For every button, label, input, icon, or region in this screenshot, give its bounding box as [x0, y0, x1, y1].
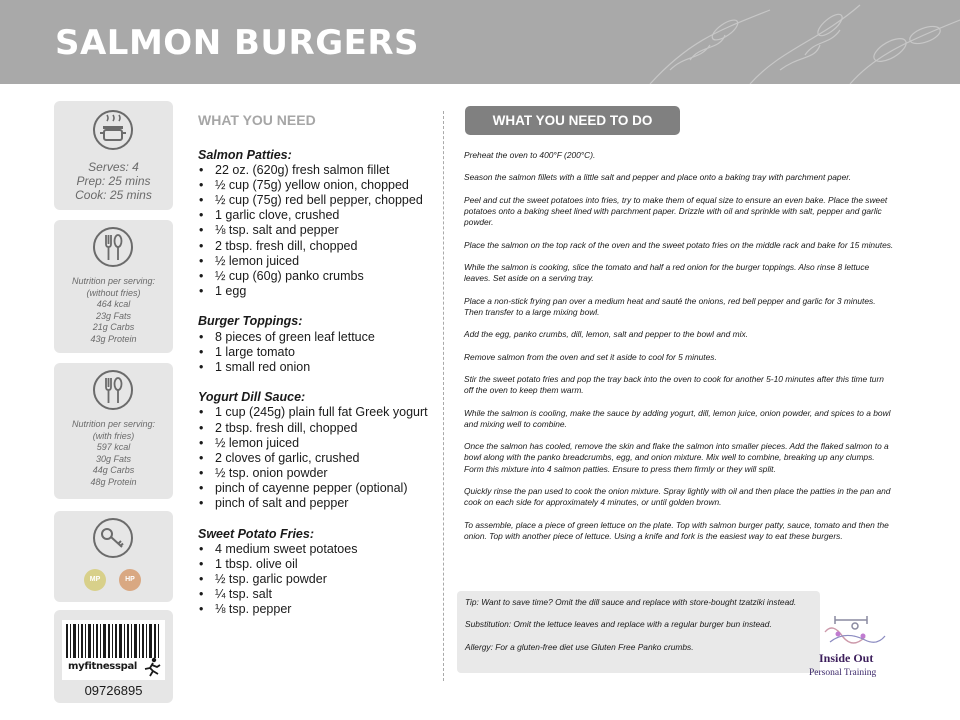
nutrition-protein: 43g Protein [90, 333, 137, 344]
cooking-pot-icon [92, 109, 134, 151]
ingredient-item: • 2 cloves of garlic, crushed [198, 451, 430, 466]
ingredient-item: • ½ tsp. onion powder [198, 466, 430, 481]
ingredient-item: • 2 tbsp. fresh dill, chopped [198, 239, 430, 254]
ingredient-item: • 1 cup (245g) plain full fat Greek yogurt [198, 405, 430, 420]
ingredient-item: • ½ lemon juiced [198, 436, 430, 451]
herb-watermark-decoration [630, 0, 960, 84]
method-step: Quickly rinse the pan used to cook the onion mixture. Spray lightly with oil and then place the patties in the pan and cook on each side for approximately 4 minutes, or until golden brown. [464, 485, 891, 508]
method-step: Preheat the oven to 400°F (200°C). [464, 150, 596, 160]
ingredient-item: • 8 pieces of green leaf lettuce [198, 330, 430, 345]
ingredient-item: • ½ cup (60g) panko crumbs [198, 269, 430, 284]
ingredient-item: • 1 egg [198, 284, 430, 299]
ingredient-item: • pinch of salt and pepper [198, 496, 430, 511]
barcode-icon [62, 622, 165, 660]
ingredients-heading: WHAT YOU NEED [198, 112, 316, 128]
ingredient-item: • ½ cup (75g) red bell pepper, chopped [198, 193, 430, 208]
nutrition-card-with-fries [54, 363, 173, 499]
fork-spoon-icon [92, 369, 134, 411]
method-step: Season the salmon fillets with a little salt and pepper and place onto a baking tray with parchment paper. [464, 172, 852, 183]
ingredient-item: • 2 tbsp. fresh dill, chopped [198, 421, 430, 436]
method-step: While the salmon is cooking, slice the tomato and half a red onion for the burger toppings. Also rinse 8 lettuce leaves. Set aside on a serving tray. [464, 261, 870, 284]
section-title-yogurt-dill-sauce: Yogurt Dill Sauce: [198, 390, 306, 405]
runner-icon [142, 657, 162, 677]
myfitnesspal-card [54, 610, 173, 703]
nutrition-carbs: 44g Carbs [92, 465, 135, 475]
myfitnesspal-code: 09726895 [84, 683, 143, 698]
ingredient-item: • pinch of cayenne pepper (optional) [198, 481, 430, 496]
tips-text [465, 597, 825, 664]
ingredient-item: • 1 large tomato [198, 345, 430, 360]
nutrition-line: (without fries) [86, 287, 141, 298]
key-card [54, 511, 173, 602]
brand-subtitle: Personal Training [809, 668, 877, 678]
section-title-burger-toppings: Burger Toppings: [198, 314, 303, 329]
method-step: Peel and cut the sweet potatoes into fries, try to make them of equal size to ensure an even bake. Place the sweet potatoes onto a baking sheet lined with parchment paper. Drizzle with oil and sprinkle with salt, pepper and garlic powder. [464, 194, 888, 228]
nutrition-line: Nutrition per serving: [71, 419, 156, 429]
ingredients-list [198, 148, 430, 617]
brand-name: Inside Out [819, 651, 874, 665]
mp-badge: MP [84, 569, 106, 591]
method-heading: WHAT YOU NEED TO DO [465, 106, 680, 135]
nutrition-carbs: 21g Carbs [92, 322, 135, 332]
allergy-text: Allergy: For a gluten-free diet use Gluten Free Panko crumbs. [465, 641, 694, 652]
nutrition-fats: 30g Fats [95, 453, 132, 464]
nutrition-kcal: 464 kcal [96, 299, 131, 309]
fork-spoon-icon [92, 226, 134, 268]
section-title-salmon-patties: Salmon Patties: [198, 148, 292, 162]
ingredient-item: • 1 small red onion [198, 360, 430, 375]
serves-text: Serves: 4 [88, 160, 139, 174]
nutrition-protein: 48g Protein [90, 476, 137, 487]
ingredient-item: • ¼ tsp. salt [198, 587, 430, 602]
nutrition-kcal: 597 kcal [96, 442, 131, 452]
method-step: Once the salmon has cooled, remove the skin and flake the salmon into smaller pieces. Add the flaked salmon to a bowl along with the panko breadcrumbs, egg, and onion mixture. Mix well to combine, breaking up any clumps. Form this mixture into 4 salmon patties. Ensure to press them firmly or they will split. [464, 441, 889, 474]
tip-text: Tip: Want to save time? Omit the dill sauce and replace with store-bought tzatziki instead. [465, 597, 797, 607]
section-title-sweet-potato-fries: Sweet Potato Fries: [198, 526, 314, 541]
myfitnesspal-logo: myfitnesspal [68, 661, 138, 672]
method-step: To assemble, place a piece of green lettuce on the plate. Top with salmon burger patty, sauce, tomato and then the onion. Top with another piece of lettuce. Using a knife and fork is the easiest way to eat these burgers. [464, 519, 889, 541]
cook-time-text: Cook: 25 mins [75, 188, 152, 202]
prep-time-text: Prep: 25 mins [76, 174, 151, 188]
ingredient-item: • 1 garlic clove, crushed [198, 208, 430, 223]
method-steps [464, 150, 894, 553]
nutrition-fats: 23g Fats [95, 310, 132, 321]
key-icon [92, 517, 134, 559]
ingredient-item: • 4 medium sweet potatoes [198, 542, 430, 557]
ingredient-item: • 1 tbsp. olive oil [198, 557, 430, 572]
column-divider [443, 111, 444, 681]
barcode-panel [62, 620, 165, 680]
ingredient-item: • 22 oz. (620g) fresh salmon fillet [198, 163, 430, 178]
substitution-text: Substitution: Omit the lettuce leaves and replace with a regular burger bun instead. [465, 619, 772, 630]
ingredient-list [198, 163, 430, 299]
method-step: Add the egg, panko crumbs, dill, lemon, salt and pepper to the bowl and mix. [464, 329, 748, 340]
ingredient-item: • ½ lemon juiced [198, 254, 430, 269]
serves-card [54, 101, 173, 210]
nutrition-line: (with fries) [92, 430, 135, 441]
ingredient-item: • ½ cup (75g) yellow onion, chopped [198, 178, 430, 193]
ingredient-list [198, 330, 430, 375]
nutrition-card-without-fries [54, 220, 173, 353]
method-step: Place the salmon on the top rack of the oven and the sweet potato fries on the middle rack and bake for 15 minutes. [464, 239, 894, 250]
method-step: Remove salmon from the oven and set it aside to cool for 5 minutes. [464, 351, 717, 362]
hp-badge: HP [119, 569, 141, 591]
method-step: Place a non-stick frying pan over a medium heat and sauté the onions, red bell pepper and garlic for 3 minutes. Then transfer to a large mixing bowl. [464, 295, 876, 317]
method-step: Stir the sweet potato fries and pop the tray back into the oven to cook for another 5-10 minutes after this time turn off the oven to keep them warm. [464, 373, 884, 396]
method-step: While the salmon is cooling, make the sauce by adding yogurt, dill, lemon juice, onion powder, and spices to a bowl and mixing well to combine. [464, 407, 891, 429]
page-header [0, 0, 960, 84]
ingredient-item: • ½ tsp. garlic powder [198, 572, 430, 587]
ingredient-item: • ⅛ tsp. salt and pepper [198, 223, 430, 238]
ingredient-item: • ⅛ tsp. pepper [198, 602, 430, 617]
ingredient-list [198, 405, 430, 511]
ingredient-list [198, 542, 430, 617]
page-title: SALMON BURGERS [55, 23, 419, 63]
nutrition-line: Nutrition per serving: [71, 276, 156, 286]
